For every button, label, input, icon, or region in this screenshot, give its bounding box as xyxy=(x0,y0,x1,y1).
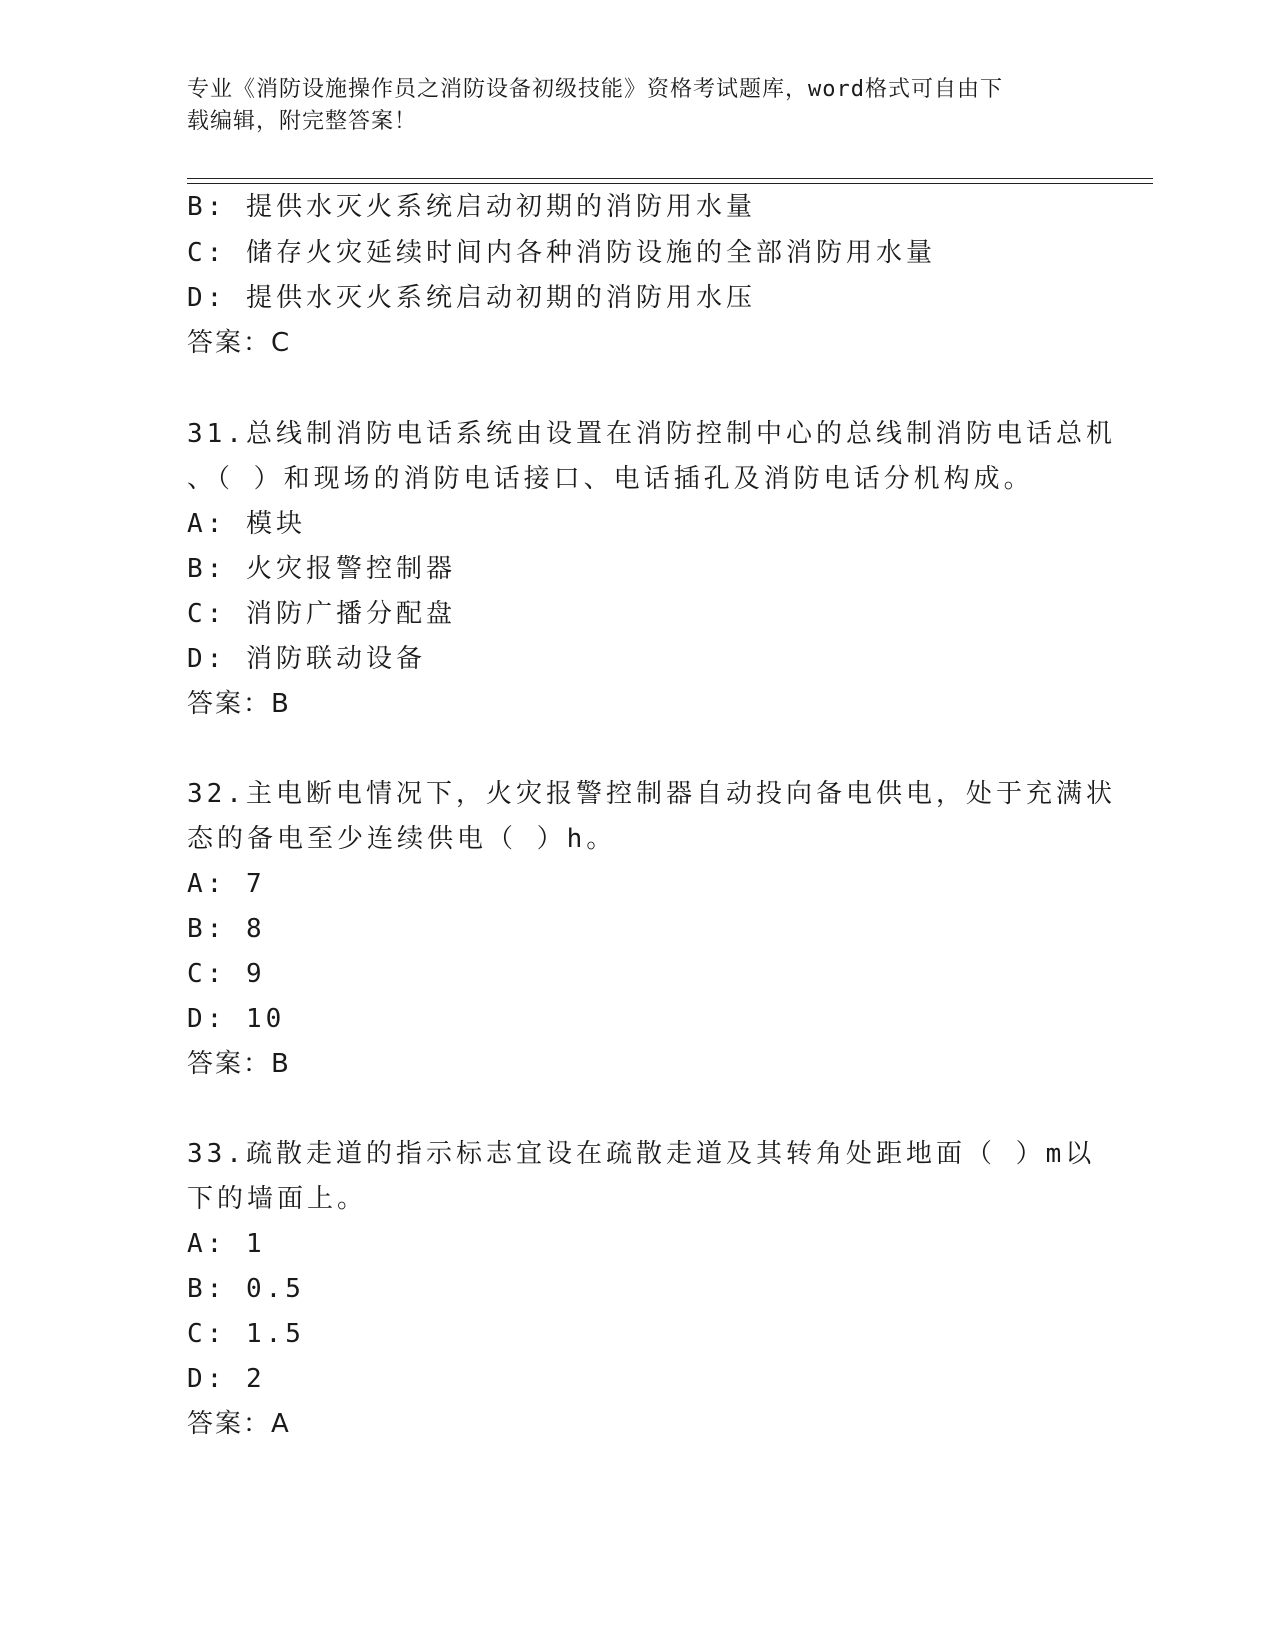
q33-option-a: A: 1 xyxy=(187,1229,266,1259)
q31-answer: 答案：B xyxy=(187,689,291,719)
q33-option-b: B: 0.5 xyxy=(187,1274,305,1304)
q31-option-d: D: 消防联动设备 xyxy=(187,644,426,674)
q32-option-d: D: 10 xyxy=(187,1004,286,1034)
q32-option-c: C: 9 xyxy=(187,959,266,989)
q33-answer: 答案：A xyxy=(187,1409,291,1439)
header-line-1: 专业《消防设施操作员之消防设备初级技能》资格考试题库，word格式可自由下 xyxy=(187,77,1003,102)
prev-option-d: D: 提供水灭火系统启动初期的消防用水压 xyxy=(187,283,756,313)
q31-option-b: B: 火灾报警控制器 xyxy=(187,554,456,584)
prev-option-b: B: 提供水灭火系统启动初期的消防用水量 xyxy=(187,192,756,222)
q32-option-a: A: 7 xyxy=(187,869,266,899)
prev-option-c: C: 储存火灾延续时间内各种消防设施的全部消防用水量 xyxy=(187,238,936,268)
q31-option-a: A: 模块 xyxy=(187,509,306,539)
q31-stem-line-1: 31.总线制消防电话系统由设置在消防控制中心的总线制消防电话总机 xyxy=(187,419,1116,449)
q33-option-c: C: 1.5 xyxy=(187,1319,305,1349)
q31-option-c: C: 消防广播分配盘 xyxy=(187,599,456,629)
header-line-2: 载编辑，附完整答案！ xyxy=(187,109,418,134)
header-divider-top xyxy=(187,178,1153,179)
q33-option-d: D: 2 xyxy=(187,1364,266,1394)
q33-stem-line-2: 下的墙面上。 xyxy=(187,1184,368,1214)
header-divider-bottom xyxy=(187,183,1153,184)
q32-option-b: B: 8 xyxy=(187,914,266,944)
q32-answer: 答案：B xyxy=(187,1049,291,1079)
prev-answer: 答案：C xyxy=(187,328,292,358)
q32-stem-line-1: 32.主电断电情况下，火灾报警控制器自动投向备电供电，处于充满状 xyxy=(187,779,1116,809)
q33-stem-line-1: 33.疏散走道的指示标志宜设在疏散走道及其转角处距地面（ ）m以 xyxy=(187,1139,1096,1169)
document-header xyxy=(187,74,1067,138)
q32-stem-line-2: 态的备电至少连续供电（ ）h。 xyxy=(187,824,617,854)
q31-stem-line-2: 、（ ）和现场的消防电话接口、电话插孔及消防电话分机构成。 xyxy=(187,464,1034,494)
